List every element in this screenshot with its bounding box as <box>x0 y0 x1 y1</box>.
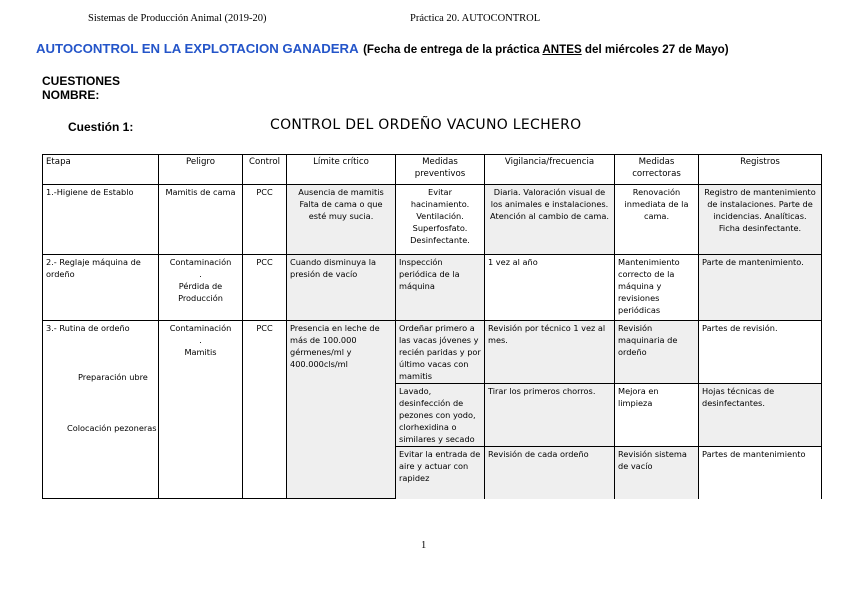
peligro-contaminacion: Contaminación <box>169 257 232 267</box>
cell-vigilancia: Diaria. Valoración visual de los animales e instalaciones. Atención al cambio de cama. <box>485 185 615 255</box>
cell-correctoras: Mantenimiento correcto de la máquina y revisiones periódicas <box>615 255 699 321</box>
cell-limite: Ausencia de mamitis Falta de cama o que esté muy sucia. <box>287 185 396 255</box>
document-title <box>36 40 846 58</box>
sub-stage-preparacion-ubre: Preparación ubre <box>78 372 148 382</box>
cell-limite: Presencia en leche de más de 100.000 gérmenes/ml y 400.000cls/ml <box>287 321 396 499</box>
page-number: 1 <box>421 540 427 551</box>
cell-limite: Cuando disminuya la presión de vacío <box>287 255 396 321</box>
cell-correctoras: Revisión maquinaria de ordeño <box>615 321 699 384</box>
running-header-left: Sistemas de Producción Animal (2019-20) <box>88 13 267 24</box>
cell-etapa: 3.- Rutina de ordeño <box>43 321 159 499</box>
header-limite: Límite crítico <box>287 155 396 185</box>
table-row <box>43 255 822 321</box>
cell-etapa: 2.- Reglaje máquina de ordeño <box>43 255 159 321</box>
table-header-row <box>43 155 822 185</box>
header-medidas-correctoras: Medidas correctoras <box>615 155 699 185</box>
title-deadline <box>363 43 729 56</box>
cell-vigilancia: Revisión de cada ordeño <box>485 447 615 499</box>
cell-vigilancia: Revisión por técnico 1 vez al mes. <box>485 321 615 384</box>
cell-control: PCC <box>243 185 287 255</box>
cell-registros: Hojas técnicas de desinfectantes. <box>699 384 822 447</box>
header-etapa: Etapa <box>43 155 159 185</box>
cell-medidas: Evitar hacinamiento. Ventilación. Superfosfato. Desinfectante. <box>396 185 485 255</box>
cell-vigilancia: 1 vez al año <box>485 255 615 321</box>
cell-vigilancia: Tirar los primeros chorros. <box>485 384 615 447</box>
header-control: Control <box>243 155 287 185</box>
deadline-emphasis: ANTES <box>542 43 582 56</box>
cell-medidas: Evitar la entrada de aire y actuar con rapidez <box>396 447 485 499</box>
peligro-contaminacion: Contaminación <box>169 323 232 333</box>
table-row <box>43 185 822 255</box>
table-title: CONTROL DEL ORDEÑO VACUNO LECHERO <box>270 117 582 133</box>
cell-correctoras: Renovación inmediata de la cama. <box>615 185 699 255</box>
cell-registros: Partes de revisión. <box>699 321 822 384</box>
cell-correctoras: Revisión sistema de vacío <box>615 447 699 499</box>
peligro-dot: . <box>199 269 202 279</box>
cell-control: PCC <box>243 321 287 499</box>
cuestion-1-label: Cuestión 1: <box>68 120 134 134</box>
cell-correctoras: Mejora en limpieza <box>615 384 699 447</box>
cell-registros: Parte de mantenimiento. <box>699 255 822 321</box>
cell-medidas: Lavado, desinfección de pezones con yodo, clorhexidina o similares y secado <box>396 384 485 447</box>
deadline-suffix: del miércoles 27 de Mayo) <box>581 43 729 56</box>
table-row <box>43 321 822 384</box>
nombre-label: NOMBRE: <box>42 88 100 102</box>
cell-peligro <box>159 321 243 499</box>
title-main: AUTOCONTROL EN LA EXPLOTACION GANADERA <box>36 41 359 56</box>
cell-control: PCC <box>243 255 287 321</box>
header-registros: Registros <box>699 155 822 185</box>
cell-medidas: Ordeñar primero a las vacas jóvenes y recién paridas y por último vacas con mamitis <box>396 321 485 384</box>
sub-stage-colocacion-pezoneras: Colocación pezoneras <box>67 423 157 433</box>
peligro-perdida: Pérdida de Producción <box>178 281 223 303</box>
cell-registros: Partes de mantenimiento <box>699 447 822 499</box>
header-vigilancia: Vigilancia/frecuencia <box>485 155 615 185</box>
header-peligro: Peligro <box>159 155 243 185</box>
peligro-dot: . <box>199 335 202 345</box>
running-header-right: Práctica 20. AUTOCONTROL <box>410 13 541 24</box>
cell-etapa: 1.-Higiene de Establo <box>43 185 159 255</box>
peligro-mamitis: Mamitis <box>184 347 217 357</box>
cell-registros: Registro de mantenimiento de instalaciones. Parte de incidencias. Analíticas. Ficha desinfectante. <box>699 185 822 255</box>
header-medidas-preventivos: Medidas preventivos <box>396 155 485 185</box>
cuestiones-label: CUESTIONES <box>42 74 121 88</box>
cell-medidas: Inspección periódica de la máquina <box>396 255 485 321</box>
cell-peligro <box>159 255 243 321</box>
cell-peligro: Mamitis de cama <box>159 185 243 255</box>
deadline-prefix: (Fecha de entrega de la práctica <box>363 43 543 56</box>
haccp-table <box>42 154 822 499</box>
